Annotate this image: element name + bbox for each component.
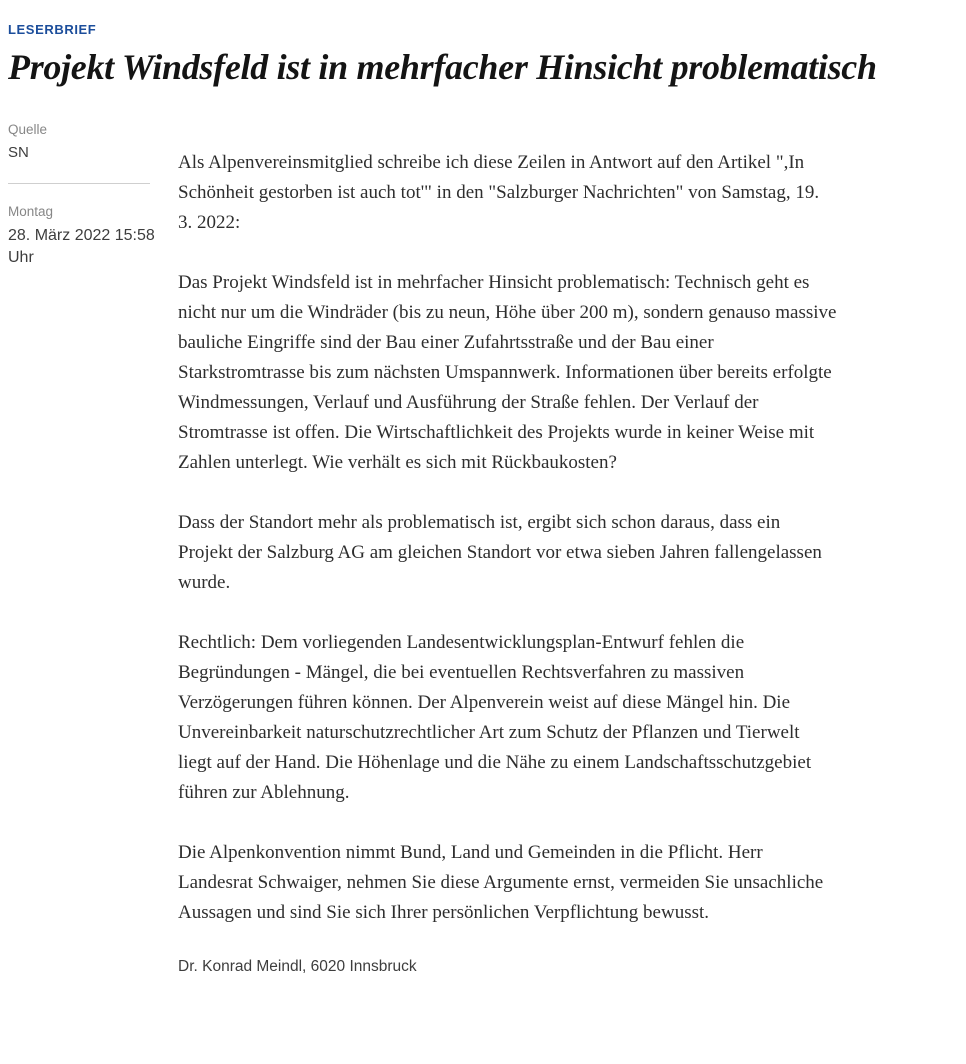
publish-datetime: 28. März 2022 15:58 Uhr [8,227,155,267]
article-paragraph: Dass der Standort mehr als problematisch ist, ergibt sich schon daraus, dass ein Projekt der Salzburg AG am gleichen Standort vor etwa sieben Jahren fallengelassen wurde. [178,512,822,594]
meta-divider [8,183,150,184]
kicker-label: LESERBRIEF [8,22,97,37]
source-label: Quelle [8,122,48,138]
page-title: Projekt Windsfeld ist in mehrfacher Hinsicht problematisch [8,47,877,87]
publish-day-label: Montag [8,204,54,220]
content-area [8,118,958,976]
source-value: SN [8,144,29,162]
article-paragraph: Das Projekt Windsfeld ist in mehrfacher Hinsicht problematisch: Technisch geht es nicht nur um die Windräder (bis zu neun, Höhe über 200 m), sondern genauso massive bauliche Eingriffe sind der Bau einer Zufahrtsstraße und der Bau einer Starkstromtrasse bis zum nächsten Umspannwerk. Informationen über bereits erfolgte Windmessungen, Verlauf und Ausführung der Straße fehlen. Der Verlauf der Stromtrasse ist offen. Die Wirtschaftlichkeit des Projekts wurde in keiner Weise mit Zahlen unterlegt. Wie verhält es sich mit Rückbaukosten? [178,272,837,474]
article-paragraph: Als Alpenvereinsmitglied schreibe ich diese Zeilen in Antwort auf den Artikel ",In Schönheit gestorben ist auch tot'" in den "Salzburger Nachrichten" von Samstag, 19. 3. 2022: [178,152,820,234]
article-paragraph: Die Alpenkonvention nimmt Bund, Land und Gemeinden in die Pflicht. Herr Landesrat Schwaiger, nehmen Sie diese Argumente ernst, vermeiden Sie unsachliche Aussagen und sind Sie sich Ihrer persönlichen Verpflichtung bewusst. [178,842,824,924]
article-paragraph: Rechtlich: Dem vorliegenden Landesentwicklungsplan-Entwurf fehlen die Begründungen - Mängel, die bei eventuellen Rechtsverfahren zu massiven Verzögerungen führen können. Der Alpenverein weist auf diese Mängel hin. Die Unvereinbarkeit naturschutzrechtlicher Art zum Schutz der Pflanzen und Tierwelt liegt auf der Hand. Die Höhenlage und die Nähe zu einem Landschaftsschutzgebiet führen zur Ablehnung. [178,632,812,804]
author-line: Dr. Konrad Meindl, 6020 Innsbruck [178,958,417,976]
article-body [178,118,838,976]
article-meta-sidebar [8,118,178,269]
